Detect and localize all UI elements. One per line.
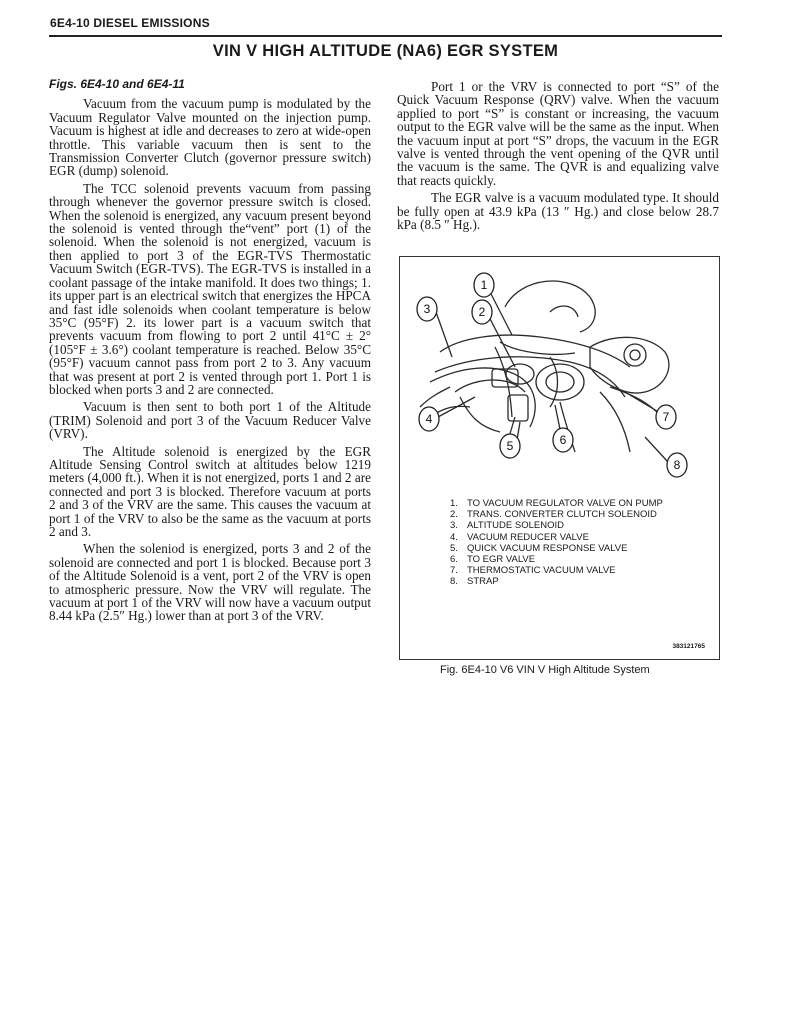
legend-item: 3. ALTITUDE SOLENOID (450, 520, 564, 532)
figure-caption: Fig. 6E4-10 V6 VIN V High Altitude System (440, 664, 650, 676)
callout-label: 1 (480, 278, 488, 292)
callout-label: 2 (478, 305, 486, 319)
figure-reference: Figs. 6E4-10 and 6E4-11 (49, 77, 185, 91)
paragraph: The Altitude solenoid is energized by the EGR Altitude Sensing Control switch at altitudes below 1219 meters (4,000 ft.). When it is not energized, ports 1 and 2 are connected and port 3 is blocked. Therefore vacuum at ports 2 and 3 of the VRV are the same. This causes the vacuum at port 1 of the VRV to also be the same as the vacuum at ports 2 and 3. (49, 443, 371, 539)
legend-item: 2. TRANS. CONVERTER CLUTCH SOLENOID (450, 509, 657, 521)
engine-diagram (400, 257, 718, 497)
legend-item: 8. STRAP (450, 576, 499, 588)
callout-label: 8 (673, 458, 681, 472)
left-column (49, 78, 371, 627)
paragraph: Vacuum is then sent to both port 1 of the Altitude (TRIM) Solenoid and port 3 of the Vacuum Reducer Valve (VRV). (49, 399, 371, 442)
legend-item: 4. VACUUM REDUCER VALVE (450, 531, 589, 543)
page-title: VIN V HIGH ALTITUDE (NA6) EGR SYSTEM (212, 42, 559, 60)
figure-legend (450, 498, 710, 588)
callout-label: 4 (425, 412, 433, 426)
callout-label: 3 (423, 302, 431, 316)
callout-label: 6 (559, 433, 567, 447)
figure-box (399, 256, 720, 660)
page-header (49, 13, 722, 37)
paragraph: The EGR valve is a vacuum modulated type. It should be fully open at 43.9 kPa (13 ″ Hg.) and close below 28.7 kPa (8.5 ″ Hg.). (397, 190, 719, 233)
paragraph: Port 1 or the VRV is connected to port “S” of the Quick Vacuum Response (QRV) valve. When the vacuum applied to port “S” is constant or increasing, the vacuum output to the EGR valve will be the same as the input. When the vacuum input at port “S” drops, the vacuum in the EGR valve is vented through the vent opening of the QVR until the vacuum is the same. The QVR is and equalizing valve that reacts quickly. (397, 79, 719, 188)
legend-item: 7. THERMOSTATIC VACUUM VALVE (450, 565, 616, 577)
legend-item: 1. TO VACUUM REGULATOR VALVE ON PUMP (450, 498, 663, 509)
figure-code: 383121765 (672, 643, 705, 650)
paragraph: When the soleniod is energized, ports 3 and 2 of the solenoid are connected and port 1 is blocked. Because port 3 of the Altitude Solenoid is a vent, port 2 of the VRV is open to atmospheric pressure. Now the VRV will regulate. The vacuum at port 1 of the VRV will now have a vacuum output 8.44 kPa (2.5″ Hg.) lower than at port 3 of the VRV. (49, 541, 371, 624)
callout-label: 5 (506, 439, 514, 453)
paragraph: Vacuum from the vacuum pump is modulated by the Vacuum Regulator Valve mounted on the injection pump. Vacuum is highest at idle and decreases to zero at wide-open throttle. This variable vacuum then is sent to the Transmission Converter Clutch (governor pressure switch) EGR (dump) solenoid. (49, 96, 371, 179)
right-column (397, 80, 719, 235)
paragraph: The TCC solenoid prevents vacuum from passing through whenever the governor pressure switch is closed. When the solenoid is energized, any vacuum present beyond the solenoid is vented through the“vent” port (1) of the solenoid. When the solenoid is not energized, vacuum is then applied to port 3 of the EGR-TVS Thermostatic Vacuum Switch (EGR-TVS). The EGR-TVS is installed in a coolant passage of the intake manifold. It does two things; 1. its upper part is an electrical switch that energizes the HPCA and fast idle solenoids when coolant temperature is below 35°C (95°F) 2. its lower part is a vacuum switch that prevents vacuum from flowing to port 2 until 41°C ± 2° (105°F ± 3.6°) coolant temperature is reached. Below 35°C (95°F) vacuum cannot pass from port 2 to 3. Any vacuum that was present at port 2 is vented through port 1. Port 1 is blocked when ports 3 and 2 are connected. (49, 180, 371, 397)
callout-label: 7 (662, 410, 670, 424)
legend-item: 6. TO EGR VALVE (450, 554, 536, 566)
section-label: 6E4-10 DIESEL EMISSIONS (50, 16, 210, 30)
legend-item: 5. QUICK VACUUM RESPONSE VALVE (450, 542, 628, 554)
